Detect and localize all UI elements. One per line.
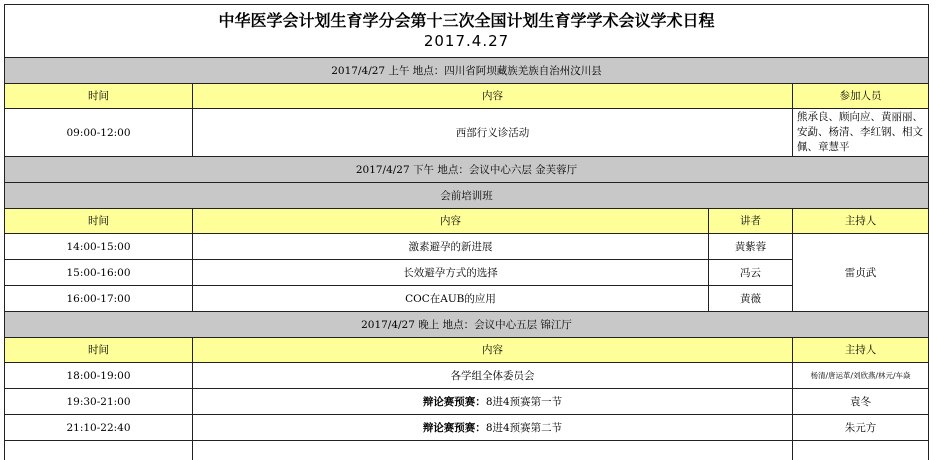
col-content: 内容 xyxy=(193,209,709,234)
participants-cell: 熊承良、顾向应、黄丽丽、安勐、杨清、李红钢、相文佩、章慧平 xyxy=(793,109,929,157)
col-host: 主持人 xyxy=(793,338,929,363)
time-cell: 21:10-22:40 xyxy=(5,415,193,441)
speaker-cell: 黄紫蓉 xyxy=(709,234,793,260)
title-row xyxy=(5,5,929,58)
content-cell: 各学组全体委员会 xyxy=(193,363,793,389)
schedule-title: 中华医学会计划生育学分会第十三次全国计划生育学学术会议学术日程 xyxy=(218,11,715,30)
empty-cell xyxy=(5,441,193,460)
table-row xyxy=(5,415,929,441)
column-header-row xyxy=(5,209,929,234)
table-row xyxy=(5,109,929,157)
schedule-date: 2017.4.27 xyxy=(423,32,510,50)
table-row xyxy=(5,389,929,415)
schedule-sheet xyxy=(4,4,934,460)
col-time: 时间 xyxy=(5,84,193,109)
empty-cell xyxy=(193,441,793,460)
col-time: 时间 xyxy=(5,338,193,363)
host-cell: 杨清/唐运革/刘欣燕/林元/车焱 xyxy=(793,363,929,389)
training-class-header: 会前培训班 xyxy=(5,183,929,209)
session-3-header: 2017/4/27 晚上 地点：会议中心五层 锦江厅 xyxy=(5,312,929,338)
table-row xyxy=(5,234,929,260)
content-cell: 长效避孕方式的选择 xyxy=(193,260,709,286)
host-cell: 朱元方 xyxy=(793,415,929,441)
content-cell: COC在AUB的应用 xyxy=(193,286,709,312)
host-cell: 雷贞武 xyxy=(793,234,929,312)
time-cell: 15:00-16:00 xyxy=(5,260,193,286)
content-cell xyxy=(193,415,793,441)
content-text: 8进4预赛第二节 xyxy=(485,421,563,434)
column-header-row xyxy=(5,84,929,109)
content-cell: 西部行义诊活动 xyxy=(193,109,793,157)
time-cell: 09:00-12:00 xyxy=(5,109,193,157)
col-content: 内容 xyxy=(193,338,793,363)
col-time: 时间 xyxy=(5,209,193,234)
host-cell: 袁冬 xyxy=(793,389,929,415)
session-header-row xyxy=(5,58,929,84)
empty-cell xyxy=(793,441,929,460)
speaker-cell: 黄薇 xyxy=(709,286,793,312)
session-header-row xyxy=(5,312,929,338)
time-cell: 14:00-15:00 xyxy=(5,234,193,260)
col-host: 主持人 xyxy=(793,209,929,234)
schedule-table xyxy=(4,4,929,460)
table-row xyxy=(5,286,929,312)
table-row xyxy=(5,260,929,286)
content-cell xyxy=(193,389,793,415)
col-participants: 参加人员 xyxy=(793,84,929,109)
time-cell: 16:00-17:00 xyxy=(5,286,193,312)
table-row xyxy=(5,441,929,460)
col-speaker: 讲者 xyxy=(709,209,793,234)
time-cell: 19:30-21:00 xyxy=(5,389,193,415)
debate-label: 辩论赛预赛： xyxy=(422,395,486,408)
time-cell: 18:00-19:00 xyxy=(5,363,193,389)
session-header-row xyxy=(5,157,929,183)
session-1-header: 2017/4/27 上午 地点：四川省阿坝藏族羌族自治州汶川县 xyxy=(5,58,929,84)
column-header-row xyxy=(5,338,929,363)
content-cell: 激素避孕的新进展 xyxy=(193,234,709,260)
speaker-cell: 冯云 xyxy=(709,260,793,286)
debate-label: 辩论赛预赛： xyxy=(422,421,486,434)
title-cell xyxy=(5,5,929,58)
session-2-header: 2017/4/27 下午 地点：会议中心六层 金芙蓉厅 xyxy=(5,157,929,183)
col-content: 内容 xyxy=(193,84,793,109)
content-text: 8进4预赛第一节 xyxy=(485,395,563,408)
session-subheader-row xyxy=(5,183,929,209)
table-row xyxy=(5,363,929,389)
